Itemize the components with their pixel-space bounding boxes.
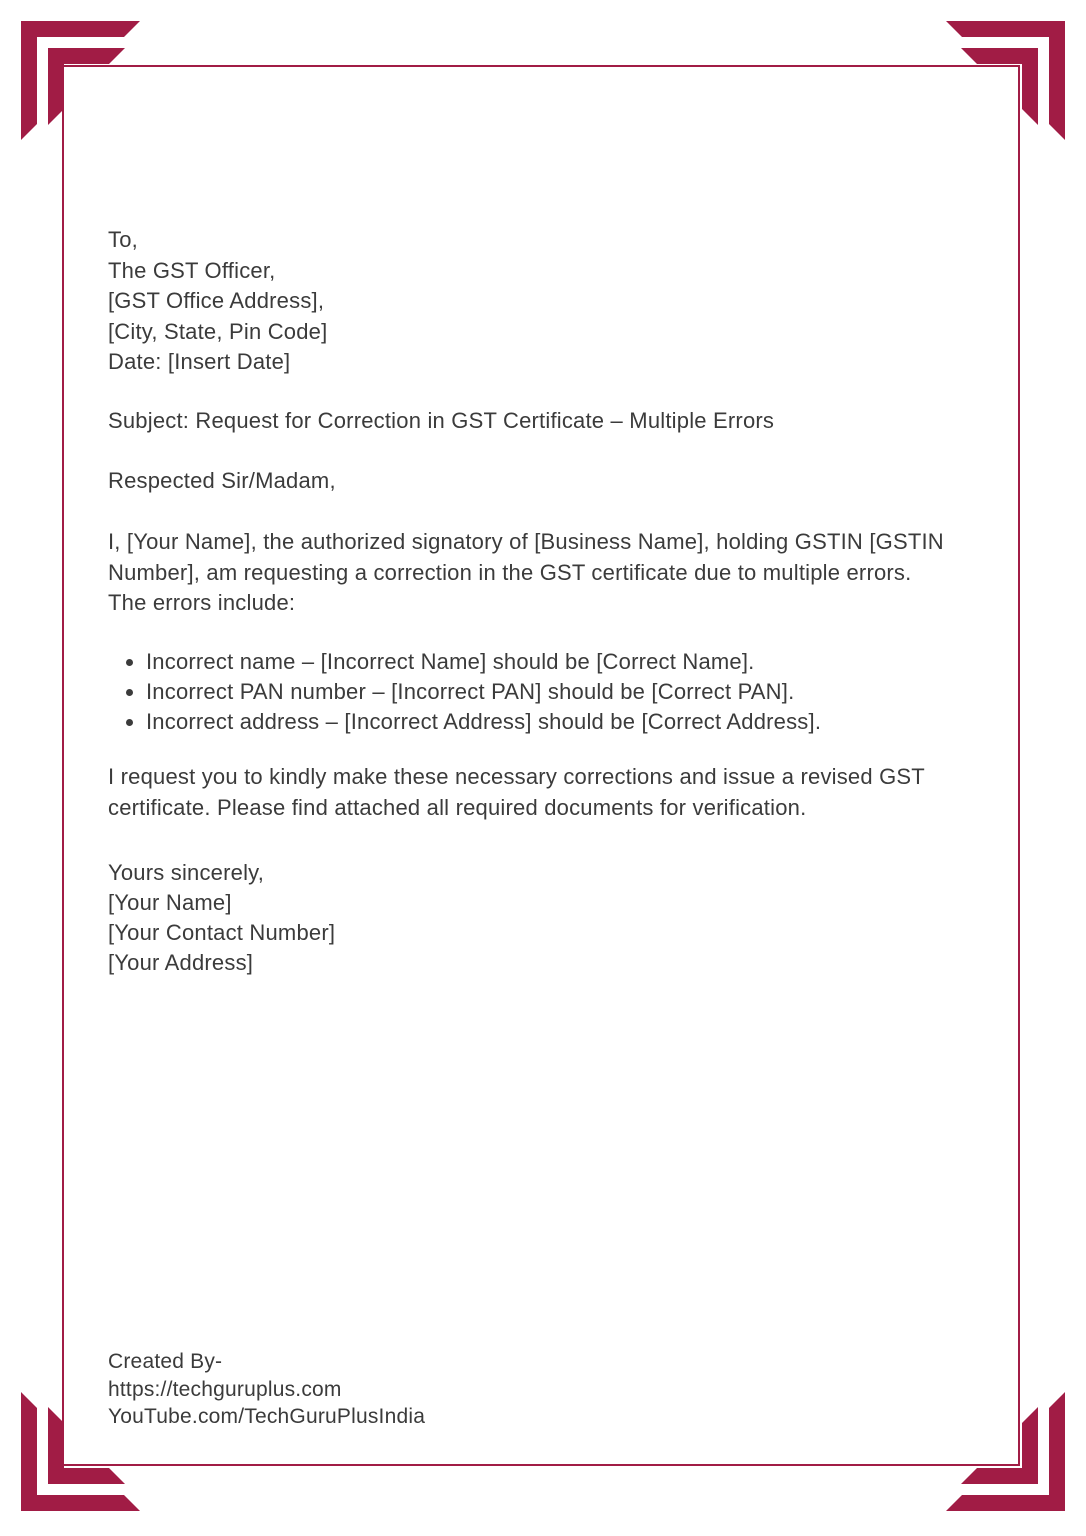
- recipient-city-state-pin: [City, State, Pin Code]: [108, 318, 328, 344]
- sign-off: Yours sincerely,: [108, 860, 265, 885]
- request-paragraph: I request you to kindly make these necessary corrections and issue a revised GST certificate. Please find attached all required documents for verification.: [108, 764, 925, 820]
- footer-created-by: Created By-: [108, 1350, 223, 1373]
- footer-youtube-url: YouTube.com/TechGuruPlusIndia: [108, 1405, 426, 1428]
- error-item-name: • Incorrect name – [Incorrect Name] should be [Correct Name].: [146, 647, 968, 677]
- sender-name: [Your Name]: [108, 890, 232, 915]
- error-list: [108, 647, 968, 737]
- recipient-block: [108, 225, 327, 378]
- error-item-address: • Incorrect address – [Incorrect Address] should be [Correct Address].: [146, 707, 968, 737]
- sender-contact: [Your Contact Number]: [108, 920, 336, 945]
- footer-website-url: https://techguruplus.com: [108, 1377, 342, 1401]
- salutation: Respected Sir/Madam,: [108, 468, 336, 493]
- sender-address: [Your Address]: [108, 950, 254, 975]
- error-item-pan: • Incorrect PAN number – [Incorrect PAN] should be [Correct PAN].: [146, 677, 968, 707]
- recipient-office-address: [GST Office Address],: [108, 288, 325, 313]
- recipient-to: To,: [108, 227, 138, 252]
- subject-line: Subject: Request for Correction in GST Certificate – Multiple Errors: [108, 408, 775, 433]
- intro-paragraph: I, [Your Name], the authorized signatory of [Business Name], holding GSTIN [GSTIN Number], am requesting a correction in the GST certificate due to multiple errors. The errors include:: [108, 529, 944, 615]
- recipient-officer: The GST Officer,: [108, 257, 276, 283]
- letter-date: Date: [Insert Date]: [108, 349, 291, 374]
- footer-credit: [108, 1348, 425, 1431]
- closing-block: [108, 858, 335, 978]
